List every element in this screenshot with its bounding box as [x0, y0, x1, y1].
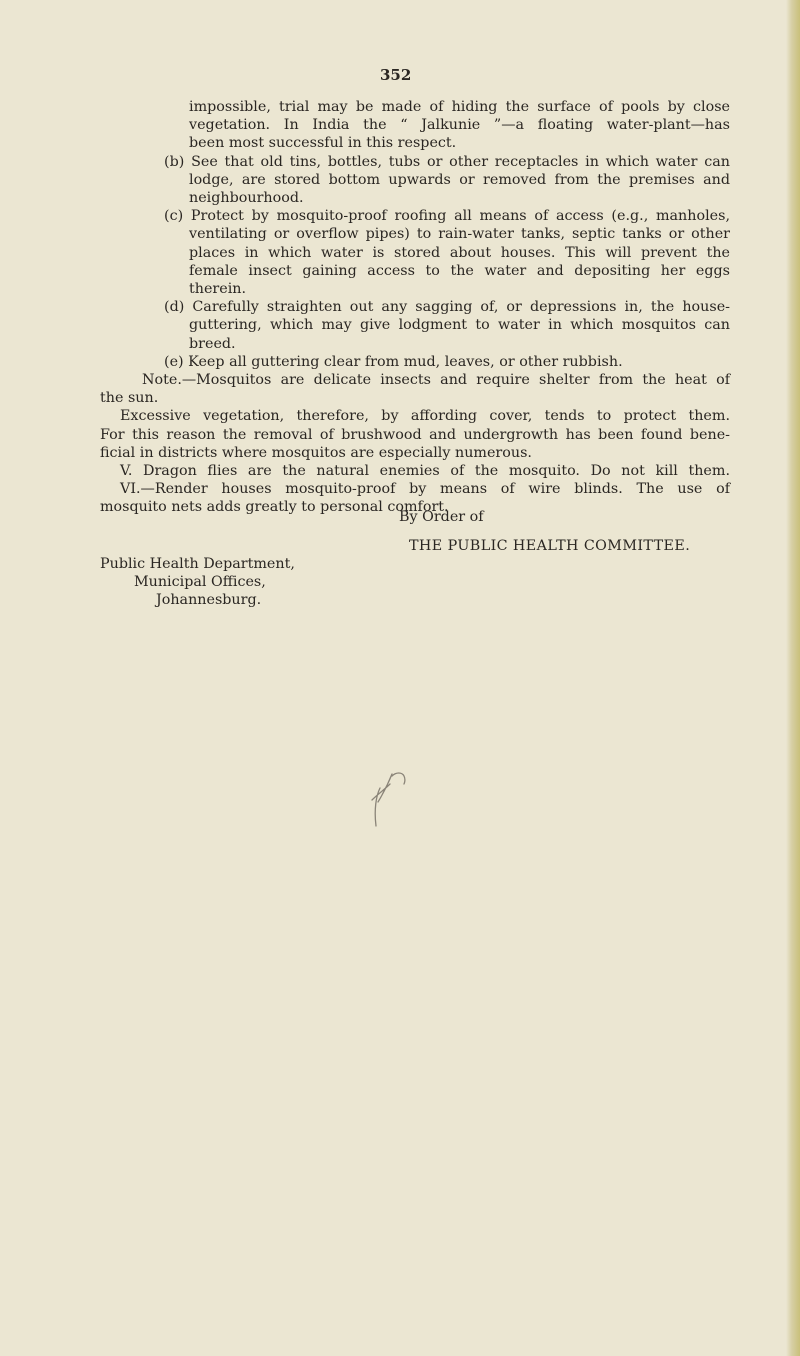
department-line-3: Johannesburg. [156, 592, 262, 608]
text-line: vegetation. In India the “ Jalkunie ”—a floating water-plant—has [189, 117, 730, 134]
page-edge [786, 0, 800, 1356]
text-line: been most successful in this respect. [189, 135, 457, 152]
text-line: guttering, which may give lodgment to water in which mosquitos can [189, 317, 730, 334]
text-line: (b) See that old tins, bottles, tubs or other receptacles in which water can [164, 153, 730, 170]
text-line: breed. [189, 335, 236, 352]
text-line: V. Dragon flies are the natural enemies of the mosquito. Do not kill them. [120, 463, 730, 480]
text-line: the sun. [100, 390, 159, 407]
committee-name: THE PUBLIC HEALTH COMMITTEE. [409, 538, 691, 554]
department-line-1: Public Health Department, [100, 556, 295, 572]
text-line: VI.—Render houses mosquito-proof by means of wire blinds. The use of [120, 481, 730, 498]
text-line: female insect gaining access to the water and depositing her eggs [189, 262, 730, 279]
department-line-2: Municipal Offices, [134, 574, 266, 590]
text-line: ventilating or overflow pipes) to rain-water tanks, septic tanks or other [189, 226, 730, 243]
text-line: impossible, trial may be made of hiding the surface of pools by close [189, 99, 730, 115]
text-line: (d) Carefully straighten out any sagging of, or depressions in, the house- [164, 299, 730, 316]
text-line: Note.—Mosquitos are delicate insects and require shelter from the heat of [142, 372, 730, 389]
text-line: therein. [189, 281, 247, 298]
handwritten-pencil-mark [362, 766, 414, 830]
text-line: lodge, are stored bottom upwards or removed from the premises and [189, 171, 730, 188]
text-line: places in which water is stored about houses. This will prevent the [189, 244, 730, 261]
text-line: neighbourhood. [189, 190, 304, 207]
text-line: For this reason the removal of brushwood and undergrowth has been found bene- [100, 426, 730, 443]
text-line: ficial in districts where mosquitos are especially numerous. [100, 444, 532, 461]
text-line: (e) Keep all guttering clear from mud, leaves, or other rubbish. [164, 353, 623, 370]
text-line: mosquito nets adds greatly to personal comfort. [100, 499, 449, 516]
text-line: Excessive vegetation, therefore, by affording cover, tends to protect them. [120, 408, 730, 425]
by-order-of: By Order of [399, 509, 484, 525]
body-text [100, 98, 730, 517]
text-line: (c) Protect by mosquito-proof roofing all means of access (e.g., manholes, [164, 208, 730, 225]
page-number: 352 [380, 66, 412, 84]
